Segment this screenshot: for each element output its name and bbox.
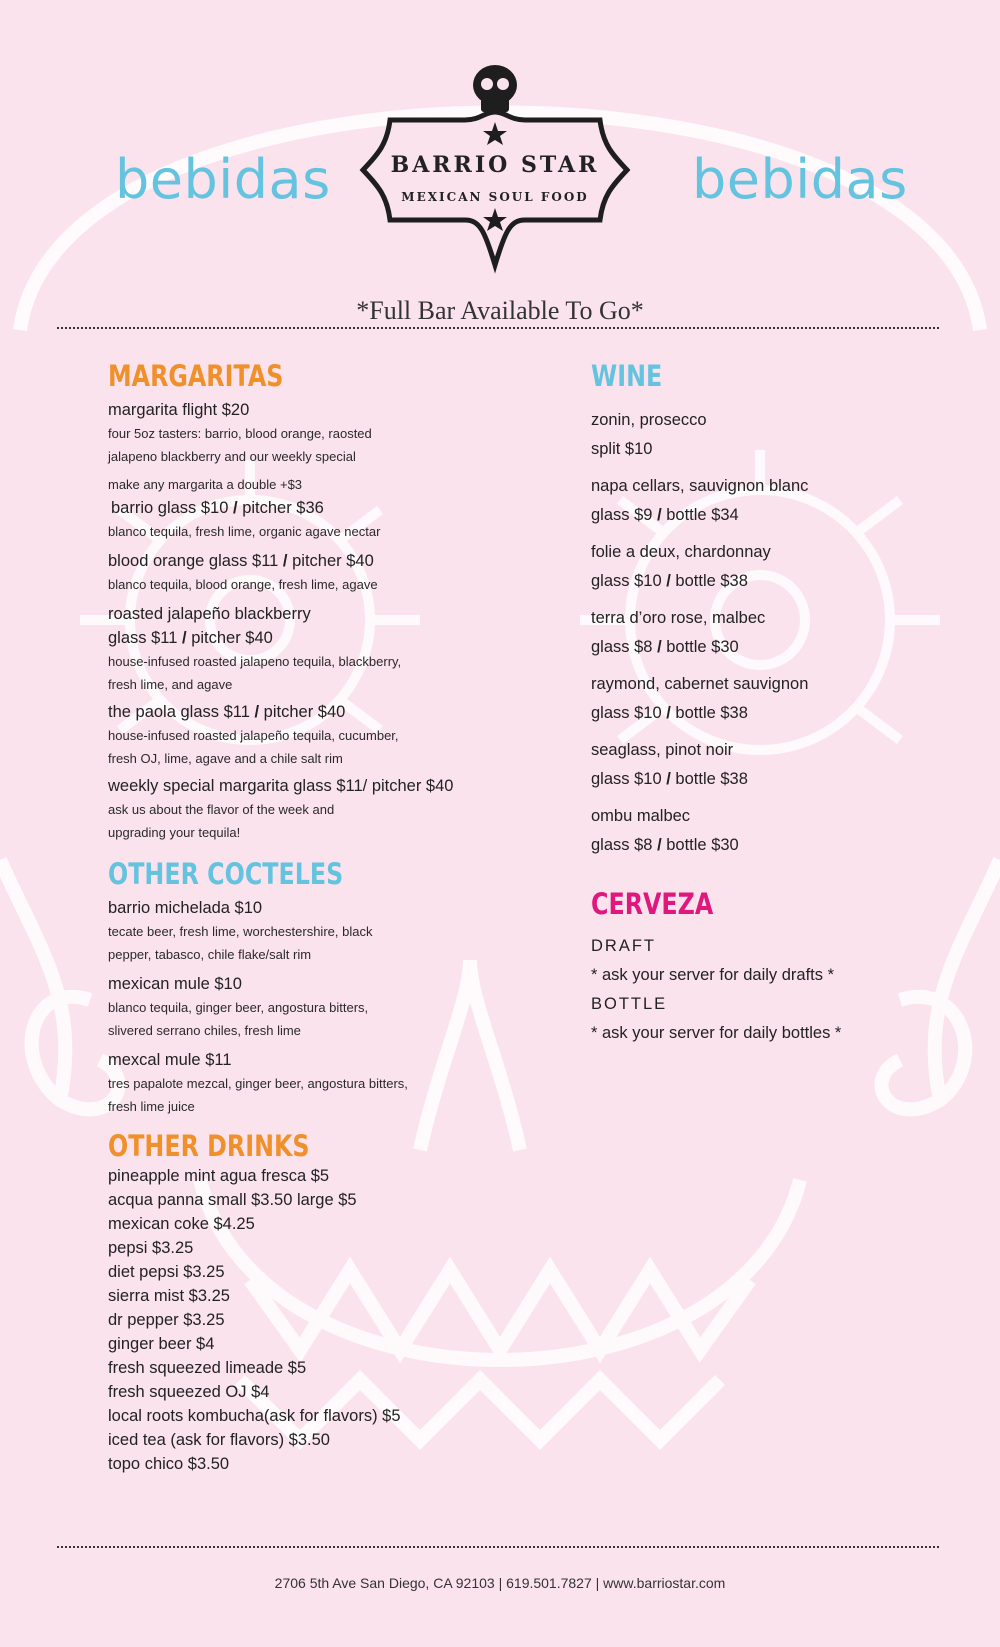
wine-heading: WINE <box>591 359 663 393</box>
barrio-star-logo <box>345 60 645 290</box>
wine-price <box>591 567 951 596</box>
price-separator: / <box>657 506 662 524</box>
bebidas-right-title: bebidas <box>692 148 908 211</box>
list-item: topo chico $3.50 <box>108 1455 230 1473</box>
bottle-note: * ask your server for daily bottles * <box>591 1024 842 1042</box>
other-cocteles-heading: OTHER COCTELES <box>108 857 344 891</box>
draft-label: DRAFT <box>591 937 656 955</box>
wine-name: terra d’oro rose, malbec <box>591 609 766 627</box>
list-item <box>591 538 951 596</box>
list-item: dr pepper $3.25 <box>108 1311 225 1329</box>
price-separator: / <box>666 770 671 788</box>
wine-split-price: split $10 <box>591 440 653 458</box>
wine-bottle-price: bottle $38 <box>675 770 748 788</box>
coctel-name: mexican mule $10 <box>108 975 242 993</box>
margarita-flight-desc-1: four 5oz tasters: barrio, blood orange, raosted <box>108 426 372 441</box>
wine-bottle-price: bottle $38 <box>675 572 748 590</box>
coctel-desc-2: pepper, tabasco, chile flake/salt rim <box>108 947 312 962</box>
blood-orange-name <box>108 549 548 573</box>
barrio-margarita-name <box>108 496 548 520</box>
list-item: iced tea (ask for flavors) $3.50 <box>108 1431 330 1449</box>
blood-orange-glass-price: blood orange glass $11 <box>108 552 279 570</box>
list-item <box>591 472 951 530</box>
blood-orange-desc: blanco tequila, blood orange, fresh lime, agave <box>108 577 378 592</box>
paola-glass-price: the paola glass $11 <box>108 703 250 721</box>
price-separator: / <box>666 572 671 590</box>
paola-desc-1: house-infused roasted jalapeño tequila, cucumber, <box>108 728 399 743</box>
wine-glass-price: glass $8 <box>591 836 653 854</box>
coctel-desc-2: slivered serrano chiles, fresh lime <box>108 1023 301 1038</box>
price-separator: / <box>233 499 238 517</box>
wine-glass-price: glass $10 <box>591 770 662 788</box>
list-item <box>591 406 951 464</box>
list-item: fresh squeezed limeade $5 <box>108 1359 307 1377</box>
wine-list <box>591 406 951 860</box>
jalapeno-glass-price: glass $11 <box>108 629 178 647</box>
bottle-label: BOTTLE <box>591 995 668 1013</box>
weekly-special-desc-1: ask us about the flavor of the week and <box>108 802 335 817</box>
jalapeno-blackberry-price <box>108 626 548 650</box>
barrio-pitcher-price: pitcher $36 <box>242 499 324 517</box>
list-item <box>591 802 951 860</box>
jalapeno-desc-2: fresh lime, and agave <box>108 677 233 692</box>
list-item: sierra mist $3.25 <box>108 1287 230 1305</box>
footer-contact: 2706 5th Ave San Diego, CA 92103 | 619.501.7827 | www.barriostar.com <box>274 1575 726 1591</box>
list-item: diet pepsi $3.25 <box>108 1263 225 1281</box>
weekly-special-name: weekly special margarita glass $11/ pitcher $40 <box>108 777 454 795</box>
barrio-glass-price: barrio glass $10 <box>111 499 229 517</box>
price-separator: / <box>666 704 671 722</box>
wine-price <box>591 699 951 728</box>
full-bar-tagline: *Full Bar Available To Go* <box>356 296 644 325</box>
cerveza-heading: CERVEZA <box>591 887 714 921</box>
wine-glass-price: glass $8 <box>591 638 653 656</box>
cocteles-list <box>108 896 548 1118</box>
list-item <box>108 972 548 1042</box>
margaritas-heading: MARGARITAS <box>108 359 284 393</box>
list-item: acqua panna small $3.50 large $5 <box>108 1191 357 1209</box>
left-column <box>108 358 548 1476</box>
wine-price <box>591 765 951 794</box>
wine-price <box>591 831 951 860</box>
logo-tagline: MEXICAN SOUL FOOD <box>401 190 589 204</box>
wine-bottle-price: bottle $30 <box>666 638 739 656</box>
jalapeno-blackberry-name: roasted jalapeño blackberry <box>108 605 311 623</box>
price-separator: / <box>254 703 260 721</box>
wine-name: ombu malbec <box>591 807 691 825</box>
wine-name: zonin, prosecco <box>591 411 707 429</box>
paola-desc-2: fresh OJ, lime, agave and a chile salt rim <box>108 751 343 766</box>
price-separator: / <box>657 638 662 656</box>
price-separator: / <box>182 629 187 647</box>
wine-glass-price: glass $10 <box>591 572 662 590</box>
list-item: local roots kombucha(ask for flavors) $5 <box>108 1407 401 1425</box>
double-note: make any margarita a double +$3 <box>108 477 303 492</box>
bottom-dotted-divider <box>57 1546 939 1548</box>
coctel-desc-1: tecate beer, fresh lime, worchestershire, black <box>108 924 373 939</box>
coctel-name: mexcal mule $11 <box>108 1051 232 1069</box>
jalapeno-desc-1: house-infused roasted jalapeno tequila, blackberry, <box>108 654 402 669</box>
price-separator: / <box>282 552 288 570</box>
wine-price <box>591 435 951 464</box>
bebidas-left-title: bebidas <box>115 148 331 211</box>
margarita-flight-name: margarita flight $20 <box>108 401 250 419</box>
paola-name <box>108 700 548 724</box>
list-item <box>591 670 951 728</box>
price-separator: / <box>657 836 662 854</box>
coctel-desc-2: fresh lime juice <box>108 1099 195 1114</box>
list-item <box>108 896 548 966</box>
wine-name: folie a deux, chardonnay <box>591 543 771 561</box>
list-item: pepsi $3.25 <box>108 1239 194 1257</box>
wine-bottle-price: bottle $38 <box>675 704 748 722</box>
list-item <box>591 604 951 662</box>
wine-name: seaglass, pinot noir <box>591 741 734 759</box>
list-item: pineapple mint agua fresca $5 <box>108 1167 330 1185</box>
barrio-desc: blanco tequila, fresh lime, organic agave nectar <box>108 524 381 539</box>
paola-pitcher-price: pitcher $40 <box>263 703 346 721</box>
other-drinks-list <box>108 1164 548 1476</box>
wine-price <box>591 633 951 662</box>
coctel-desc-1: tres papalote mezcal, ginger beer, angostura bitters, <box>108 1076 408 1091</box>
wine-name: raymond, cabernet sauvignon <box>591 675 809 693</box>
list-item: fresh squeezed OJ $4 <box>108 1383 270 1401</box>
right-column <box>591 358 951 1048</box>
coctel-desc-1: blanco tequila, ginger beer, angostura bitters, <box>108 1000 369 1015</box>
list-item <box>108 1048 548 1118</box>
wine-bottle-price: bottle $34 <box>666 506 739 524</box>
logo-name: BARRIO STAR <box>390 152 600 178</box>
margarita-flight-desc-2: jalapeno blackberry and our weekly special <box>108 449 356 464</box>
jalapeno-pitcher-price: pitcher $40 <box>191 629 273 647</box>
draft-note: * ask your server for daily drafts * <box>591 966 835 984</box>
coctel-name: barrio michelada $10 <box>108 899 263 917</box>
other-drinks-heading: OTHER DRINKS <box>108 1129 310 1163</box>
list-item: ginger beer $4 <box>108 1335 215 1353</box>
wine-name: napa cellars, sauvignon blanc <box>591 477 809 495</box>
list-item: mexican coke $4.25 <box>108 1215 255 1233</box>
wine-glass-price: glass $9 <box>591 506 653 524</box>
wine-glass-price: glass $10 <box>591 704 662 722</box>
blood-orange-pitcher-price: pitcher $40 <box>292 552 374 570</box>
wine-bottle-price: bottle $30 <box>666 836 739 854</box>
wine-price <box>591 501 951 530</box>
list-item <box>591 736 951 794</box>
weekly-special-desc-2: upgrading your tequila! <box>108 825 241 840</box>
top-dotted-divider <box>57 327 939 329</box>
